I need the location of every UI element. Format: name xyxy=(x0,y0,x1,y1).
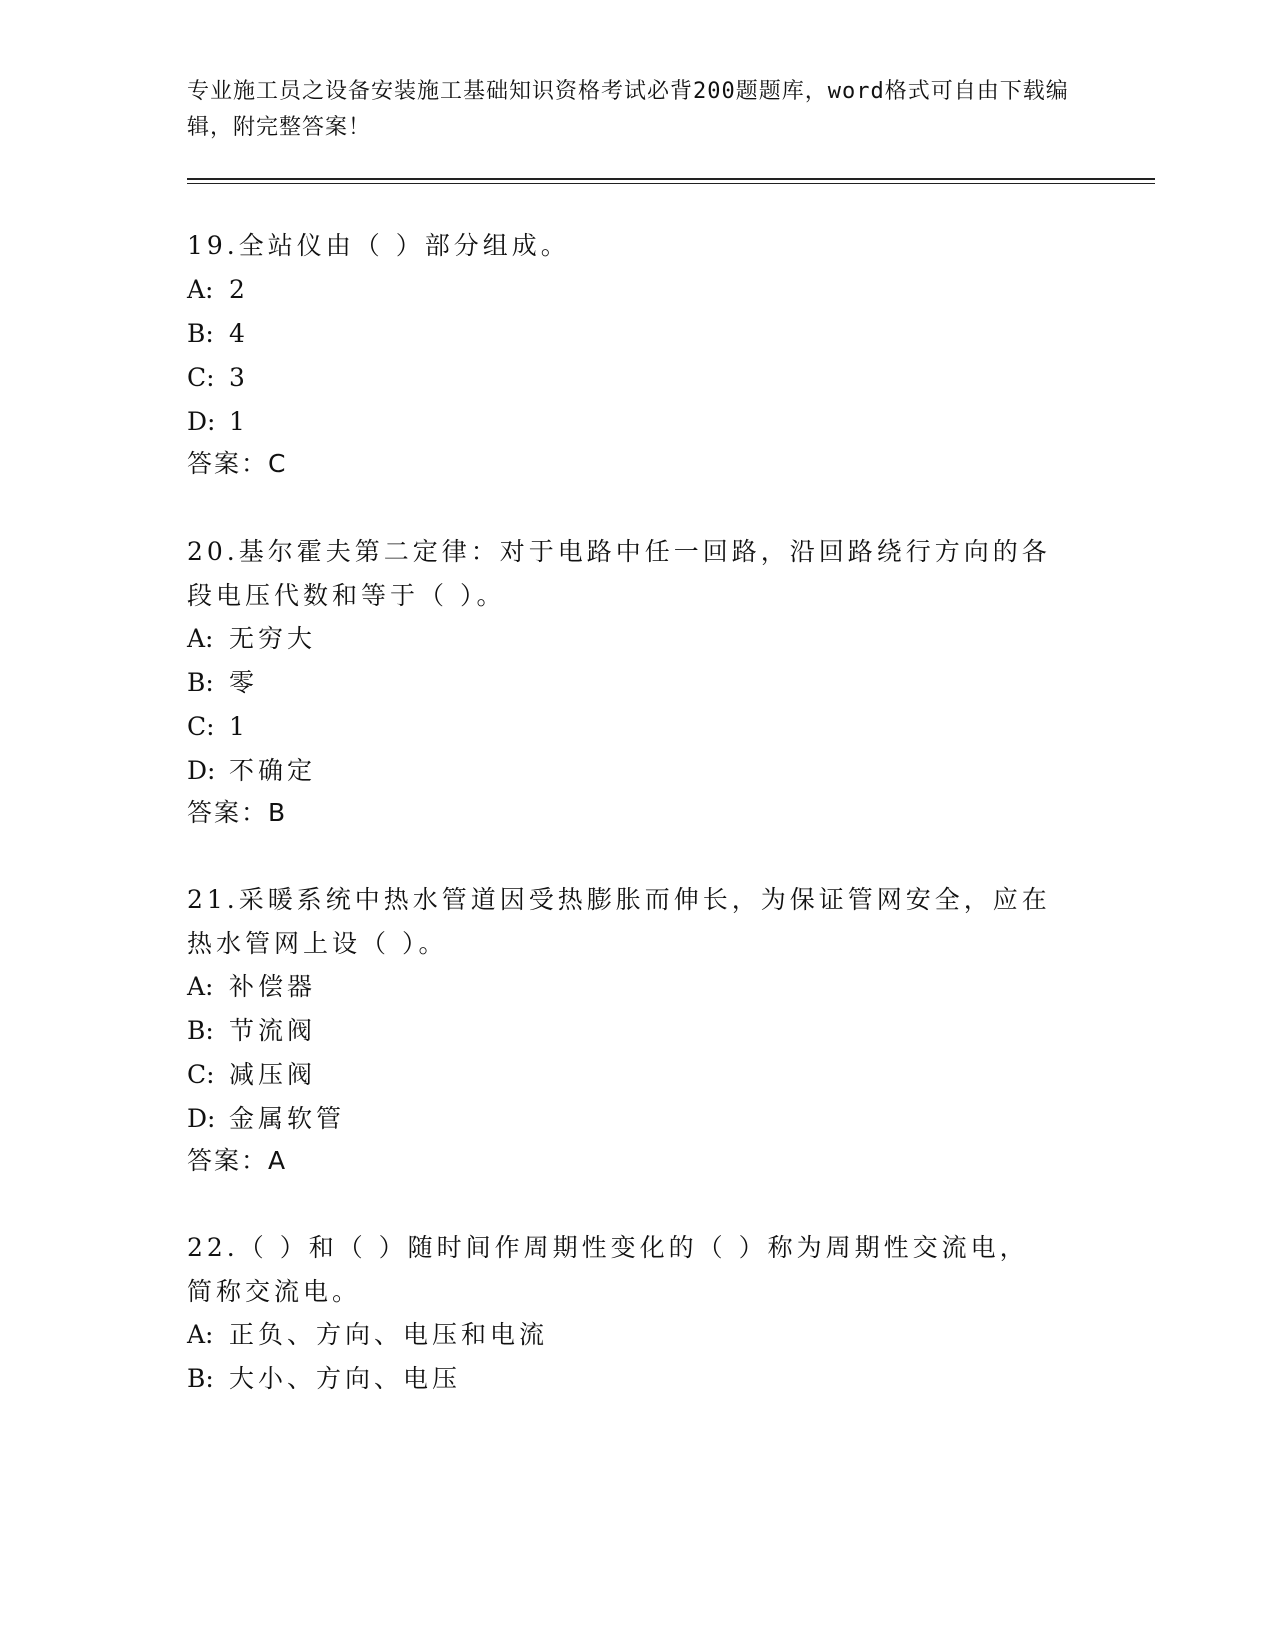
option-key: A: xyxy=(187,624,214,653)
option-text: 减压阀 xyxy=(229,1060,317,1089)
question-19-option-b xyxy=(187,312,1087,356)
option-text: 4 xyxy=(229,319,249,348)
question-19-answer: 答案：C xyxy=(187,449,288,478)
option-text: 金属软管 xyxy=(229,1104,346,1133)
question-21-option-c xyxy=(187,1053,1087,1097)
option-key: A: xyxy=(187,275,214,304)
option-key: B: xyxy=(187,1364,214,1393)
header-divider-thick xyxy=(187,178,1155,180)
option-text: 节流阀 xyxy=(229,1016,317,1045)
option-text: 2 xyxy=(229,275,249,304)
question-19-stem: 19.全站仪由（ ）部分组成。 xyxy=(187,231,570,260)
option-key: C: xyxy=(187,363,215,392)
question-22-stem: 22.（ ）和（ ）随时间作周期性变化的（ ）称为周期性交流电，简称交流电。 xyxy=(187,1233,1029,1306)
option-text: 正负、方向、电压和电流 xyxy=(229,1320,549,1349)
option-text: 补偿器 xyxy=(229,972,317,1001)
option-key: D: xyxy=(187,1104,216,1133)
question-19-option-c xyxy=(187,356,1087,400)
question-20-option-c xyxy=(187,705,1087,749)
question-21-answer: 答案：A xyxy=(187,1146,288,1175)
question-20-option-a xyxy=(187,617,1087,661)
option-key: D: xyxy=(187,407,216,436)
option-text: 1 xyxy=(229,407,249,436)
option-key: B: xyxy=(187,1016,214,1045)
question-22-option-b xyxy=(187,1357,1087,1401)
header-divider-thin xyxy=(187,183,1155,184)
option-text: 不确定 xyxy=(229,756,317,785)
option-key: B: xyxy=(187,319,214,348)
option-text: 1 xyxy=(229,712,249,741)
question-19-option-a xyxy=(187,268,1087,312)
option-text: 零 xyxy=(229,668,259,697)
question-20-stem: 20.基尔霍夫第二定律：对于电路中任一回路，沿回路绕行方向的各段电压代数和等于（ ）。 xyxy=(187,537,1051,610)
option-key: A: xyxy=(187,1320,214,1349)
option-key: C: xyxy=(187,1060,215,1089)
question-21-option-b xyxy=(187,1009,1087,1053)
option-key: A: xyxy=(187,972,214,1001)
option-key: C: xyxy=(187,712,215,741)
question-22-option-a xyxy=(187,1313,1087,1357)
question-21-option-d xyxy=(187,1097,1087,1141)
option-text: 3 xyxy=(229,363,249,392)
question-21-option-a xyxy=(187,965,1087,1009)
page-header-title: 专业施工员之设备安装施工基础知识资格考试必背200题题库，word格式可自由下载编辑，附完整答案！ xyxy=(187,79,1069,140)
question-20-option-d xyxy=(187,749,1087,793)
question-19-option-d xyxy=(187,400,1087,444)
option-text: 大小、方向、电压 xyxy=(229,1364,462,1393)
option-text: 无穷大 xyxy=(229,624,317,653)
question-20-answer: 答案：B xyxy=(187,798,288,827)
question-20-option-b xyxy=(187,661,1087,705)
option-key: D: xyxy=(187,756,216,785)
question-21-stem: 21.采暖系统中热水管道因受热膨胀而伸长，为保证管网安全，应在热水管网上设（ ）。 xyxy=(187,885,1051,958)
option-key: B: xyxy=(187,668,214,697)
